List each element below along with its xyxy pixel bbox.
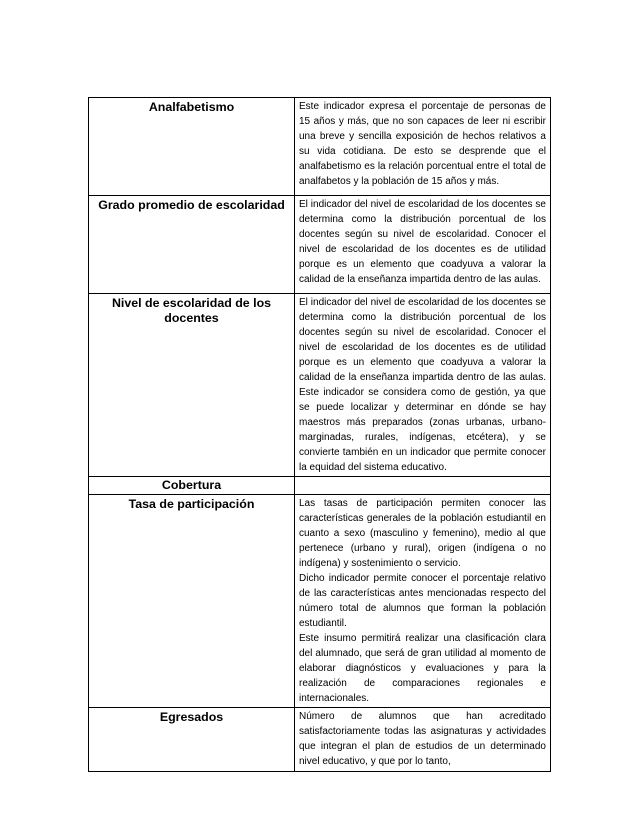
indicator-description (295, 196, 551, 294)
indicator-term: Analfabetismo (89, 98, 295, 196)
section-heading-row (89, 477, 551, 495)
indicators-table (88, 97, 551, 772)
indicator-description (295, 98, 551, 196)
description-paragraph: El indicador del nivel de escolaridad de los docentes se determina como la distribución porcentual de los docentes según su nivel de escolaridad. Conocer el nivel de escolaridad de los docentes es de utilidad porque es un elemento que coadyuva a valorar la calidad de la enseñanza impartida dentro de las aulas. (299, 199, 546, 285)
empty-cell (295, 477, 551, 495)
description-paragraph: Número de alumnos que han acreditado satisfactoriamente todas las asignaturas y actividades que integran el plan de estudios de un determinado nivel educativo, y que por lo tanto, (299, 711, 546, 767)
table-row (89, 495, 551, 708)
description-paragraph: Este indicador expresa el porcentaje de personas de 15 años y más, que no son capaces de leer ni escribir una breve y sencilla exposición de hechos relativos a su vida cotidiana. De esto se desprende que el analfabetismo es la relación porcentual entre el total de analfabetos y la población de 15 años y más. (299, 101, 546, 187)
indicator-description (295, 708, 551, 772)
indicator-term: Grado promedio de escolaridad (89, 196, 295, 294)
table-row (89, 196, 551, 294)
description-paragraph: El indicador del nivel de escolaridad de los docentes se determina como la distribución porcentual de los docentes según su nivel de escolaridad. Conocer el nivel de escolaridad de los docentes es de utilidad porque es un elemento que coadyuva a valorar la calidad de la enseñanza impartida dentro de las aulas. Este indicador se considera como de gestión, ya que se puede localizar y determinar en dónde se hay maestros más preparados (zonas urbanas, urbano-marginadas, rurales, indígenas, etcétera), y se convierte también en un indicador que permite conocer la equidad del sistema educativo. (299, 297, 546, 473)
table-row (89, 98, 551, 196)
table-row (89, 708, 551, 772)
section-heading: Cobertura (89, 477, 295, 495)
indicator-description (295, 294, 551, 477)
description-paragraph: Las tasas de participación permiten conocer las características generales de la población estudiantil en cuanto a sexo (masculino y femenino), medio al que pertenece (urbano y rural), origen (indígena o no indígena) y sostenimiento o servicio. (299, 498, 546, 569)
indicator-term: Egresados (89, 708, 295, 772)
indicator-description (295, 495, 551, 708)
description-paragraph: Este insumo permitirá realizar una clasificación clara del alumnado, que será de gran utilidad al momento de elaborar diagnósticos y evaluaciones y para la realización de comparaciones regionales e internacionales. (299, 633, 546, 704)
indicator-term: Tasa de participación (89, 495, 295, 708)
indicator-term: Nivel de escolaridad de los docentes (89, 294, 295, 477)
description-paragraph: Dicho indicador permite conocer el porcentaje relativo de las características antes mencionadas respecto del número total de alumnos que forman la población estudiantil. (299, 573, 546, 629)
table-row (89, 294, 551, 477)
